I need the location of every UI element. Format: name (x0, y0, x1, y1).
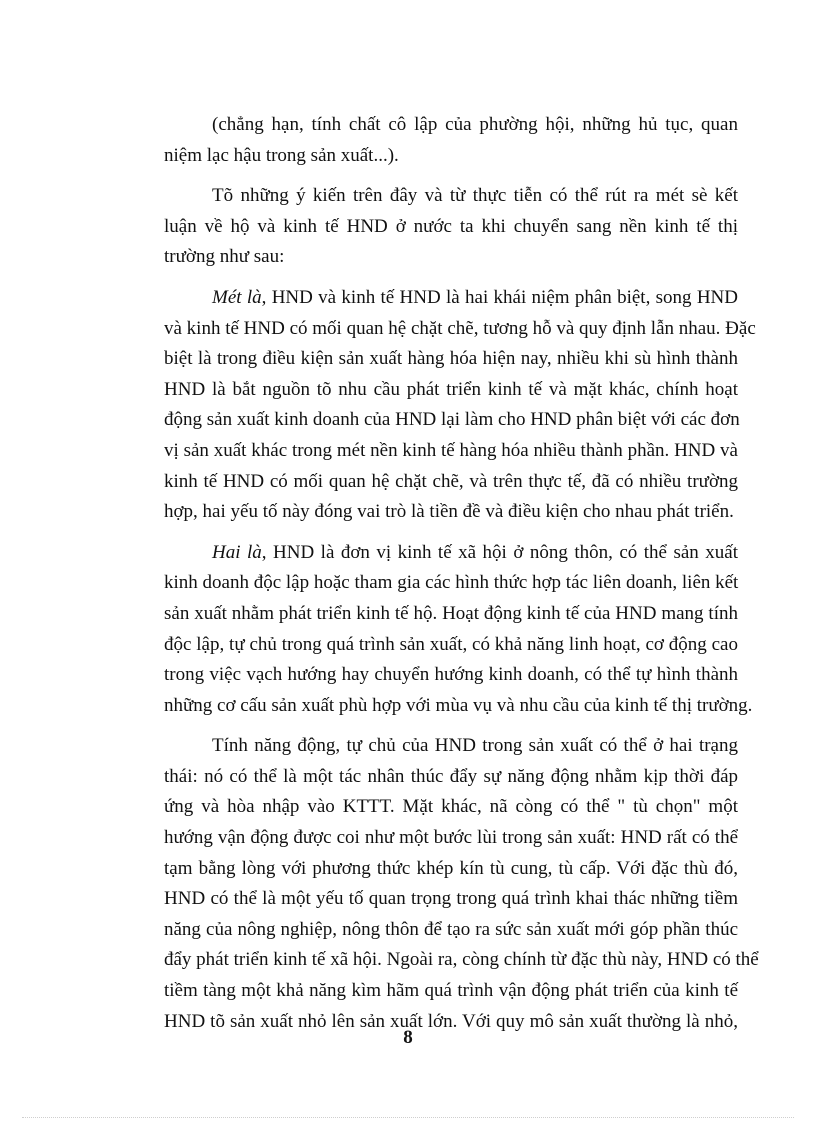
text-line: Tõ những ý kiến trên đây và từ thực tiễn có thể rút ra mét sè kết (212, 185, 738, 207)
page-bottom-divider (22, 1117, 794, 1118)
text-line: kinh doanh độc lập hoặc tham gia các hình thức hợp tác liên doanh, liên kết (164, 572, 739, 594)
paragraph-lead: Mét là (212, 286, 262, 308)
text-line: HND là bắt nguồn tõ nhu cầu phát triển kinh tế và mặt khác, chính hoạt (164, 378, 738, 400)
paragraph (164, 538, 753, 722)
text-line: động sản xuất kinh doanh của HND lại làm cho HND phân biệt với các đơn (164, 409, 740, 431)
text-line: sản xuất nhằm phát triển kinh tế hộ. Hoạt động kinh tế của HND mang tính (164, 602, 738, 624)
text-line: và kinh tế HND có mối quan hệ chặt chẽ, tương hỗ và quy định lẫn nhau. Đặc (164, 317, 756, 339)
text-line: Hai là, HND là đơn vị kinh tế xã hội ở nông thôn, có thể sản xuất (212, 541, 739, 563)
paragraph (164, 283, 756, 528)
text-line: hướng vận động được coi như một bước lùi trong sản xuất: HND rất có thể (164, 827, 738, 849)
paragraph-lead: Hai là (212, 541, 262, 563)
text-line: vị sản xuất khác trong mét nền kinh tế hàng hóa nhiều thành phần. HND và (164, 439, 738, 461)
body-text (164, 110, 759, 1037)
text-line: năng của nông nghiệp, nông thôn để tạo ra sức sản xuất mới góp phần thúc (164, 918, 738, 940)
text-line: HND tõ sản xuất nhỏ lên sản xuất lớn. Với quy mô sản xuất thường là nhỏ, (164, 1010, 738, 1032)
text-line: ứng và hòa nhập vào KTTT. Mặt khác, nã còng có thể " tù chọn" một (164, 796, 738, 818)
text-line: (chẳng hạn, tính chất cô lập của phường hội, những hủ tục, quan (212, 114, 738, 135)
paragraph (164, 110, 738, 171)
text-line: HND có thể là một yếu tố quan trọng trong quá trình khai thác những tiềm (164, 888, 738, 910)
text-line: thái: nó có thể là một tác nhân thúc đẩy sự năng động nhằm kịp thời đáp (164, 765, 738, 787)
paragraph (164, 181, 738, 273)
text-line: trường như sau: (164, 246, 285, 268)
paragraph (164, 731, 759, 1037)
text-line: Tính năng động, tự chủ của HND trong sản xuất có thể ở hai trạng (212, 735, 738, 757)
text-line: những cơ cấu sản xuất phù hợp với mùa vụ và nhu cầu của kinh tế thị trường. (164, 694, 753, 716)
text-line: Mét là, HND và kinh tế HND là hai khái niệm phân biệt, song HND (212, 286, 739, 308)
text-line: hợp, hai yếu tố này đóng vai trò là tiền đề và điều kiện cho nhau phát triển. (164, 501, 734, 523)
text-line: kinh tế HND có mối quan hệ chặt chẽ, và trên thực tế, đã có nhiều trường (164, 470, 738, 492)
page-number: 8 (403, 1027, 413, 1048)
text-line: tiềm tàng một khả năng kìm hãm quá trình vận động phát triển của kinh tế (164, 980, 738, 1002)
text-line: đẩy phát triển kinh tế xã hội. Ngoài ra, còng chính từ đặc thù này, HND có thể (164, 949, 759, 971)
text-line: niệm lạc hậu trong sản xuất...). (164, 144, 399, 166)
text-line: biệt là trong điều kiện sản xuất hàng hóa hiện nay, nhiều khi sù hình thành (164, 348, 738, 370)
text-line: luận về hộ và kinh tế HND ở nước ta khi chuyển sang nền kinh tế thị (164, 215, 738, 237)
text-line: tạm bằng lòng với phương thức khép kín tù cung, tù cấp. Với đặc thù đó, (164, 857, 738, 879)
text-line: trong việc vạch hướng hay chuyển hướng kinh doanh, có thể tự hình thành (164, 664, 738, 686)
text-line: độc lập, tự chủ trong quá trình sản xuất, có khả năng linh hoạt, cơ động cao (164, 633, 738, 655)
